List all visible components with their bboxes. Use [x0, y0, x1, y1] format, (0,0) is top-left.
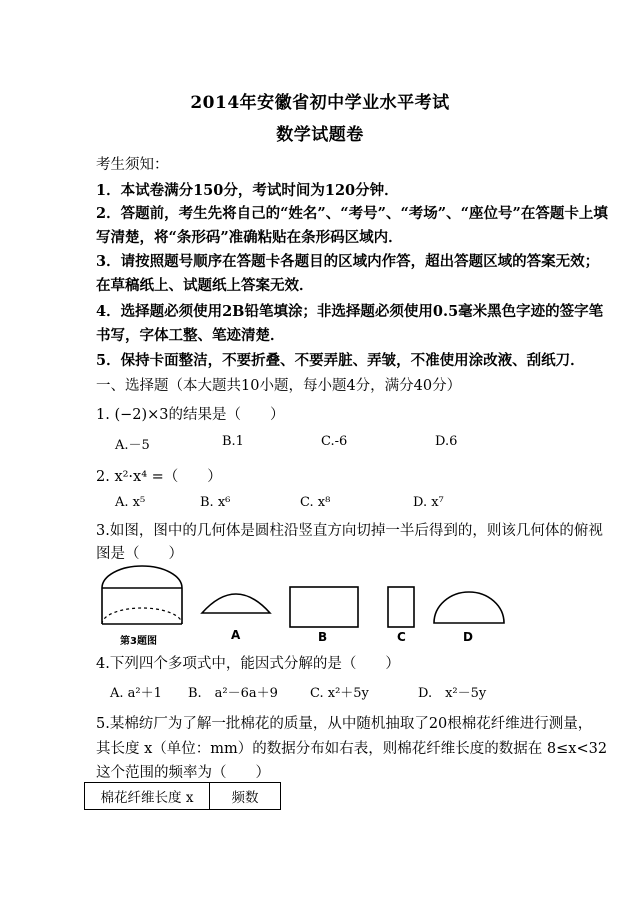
notice-item-number: 3． — [96, 253, 121, 270]
question-5-stem-line2: 其长度 x（单位：mm）的数据分布如右表，则棉花纤维长度的数据在 8≤x<32 — [96, 741, 608, 757]
notice-item-3-cont: 在草稿纸上、试题纸上答案无效． — [96, 277, 314, 294]
notice-item-4-cont: 书写，字体工整、笔迹清楚． — [96, 327, 285, 344]
notice-item-text: 请按照题号顺序在答题卡各题目的区域内作答，超出答题区域的答案无效； — [120, 253, 600, 270]
q2-option-b: B. x⁶ — [200, 495, 231, 510]
q1-option-d: D.6 — [435, 434, 458, 449]
question-1-stem: 1. (−2)×3的结果是（ ） — [96, 407, 285, 423]
question-2-stem: 2. x²·x⁴ =（ ） — [96, 469, 222, 485]
question-5-stem-line1: 5.某棉纺厂为了解一批棉花的质量，从中随机抽取了20根棉花纤维进行测量， — [96, 716, 593, 732]
question-3-stem-line1: 3.如图，图中的几何体是圆柱沿竖直方向切掉一半后得到的，则该几何体的俯视 — [96, 523, 603, 539]
notice-item-4 — [96, 300, 603, 321]
q1-option-a: A.－5 — [115, 438, 150, 453]
exam-subtitle: 数学试题卷 — [276, 125, 364, 145]
q3-option-c-label: C — [397, 630, 406, 644]
table-header-length: 棉花纤维长度 x — [85, 783, 210, 810]
table-header-frequency: 频数 — [210, 783, 281, 810]
notice-item-text: 保持卡面整洁，不要折叠、不要弄脏、弄皱，不准使用涂改液、刮纸刀． — [120, 352, 585, 369]
notice-item-text: 答题前，考生先将自己的“姓名”、“考号”、“考场”、“座位号”在答题卡上填 — [120, 205, 608, 222]
table-header-row — [85, 783, 281, 810]
q2-option-a: A. x⁵ — [115, 495, 146, 510]
q4-option-c: C. x²＋5y — [310, 686, 369, 701]
q1-option-c: C.-6 — [321, 434, 348, 449]
notice-item-text: 选择题必须使用2B铅笔填涂；非选择题必须使用0.5毫米黑色字迹的签字笔 — [120, 303, 604, 320]
notice-item-1 — [96, 179, 399, 200]
q3-option-c-shape — [386, 585, 416, 629]
notice-item-3 — [96, 250, 599, 271]
q3-option-d-shape — [432, 590, 506, 626]
q3-figure-caption: 第3题图 — [120, 636, 157, 647]
notice-item-number: 4． — [96, 303, 121, 320]
notice-item-number: 5． — [96, 352, 121, 369]
q3-option-a-shape — [200, 585, 272, 617]
q4-option-d: D. x²－5y — [418, 686, 487, 701]
notice-item-2-cont: 写清楚，将“条形码”准确粘贴在条形码区域内． — [96, 229, 403, 246]
notice-heading: 考生须知： — [96, 157, 169, 173]
q1-option-b: B.1 — [222, 434, 244, 449]
exam-title: 2014年安徽省初中学业水平考试 — [190, 93, 450, 113]
q4-option-b: B. a²－6a＋9 — [188, 686, 278, 701]
fiber-length-table — [84, 782, 281, 810]
notice-item-5 — [96, 349, 585, 370]
q3-option-b-shape — [288, 585, 360, 629]
q3-option-a-label: A — [231, 628, 241, 642]
q2-option-d: D. x⁷ — [413, 495, 444, 510]
q4-option-a: A. a²＋1 — [110, 686, 162, 701]
notice-item-text: 本试卷满分150分，考试时间为120分钟． — [120, 182, 399, 199]
question-4-stem: 4.下列四个多项式中，能因式分解的是（ ） — [96, 656, 400, 672]
notice-item-number: 1． — [96, 182, 121, 199]
q2-option-c: C. x⁸ — [300, 495, 331, 510]
section-heading: 一、选择题（本大题共10小题，每小题4分，满分40分） — [96, 378, 462, 394]
q3-option-d-label: D — [463, 630, 473, 644]
question-5-stem-line3: 这个范围的频率为（ ） — [96, 765, 270, 781]
notice-item-2 — [96, 202, 608, 223]
notice-item-number: 2． — [96, 205, 121, 222]
q3-option-b-label: B — [318, 630, 328, 644]
question-3-stem-line2: 图是（ ） — [96, 546, 183, 562]
q3-solid-figure — [96, 562, 188, 632]
